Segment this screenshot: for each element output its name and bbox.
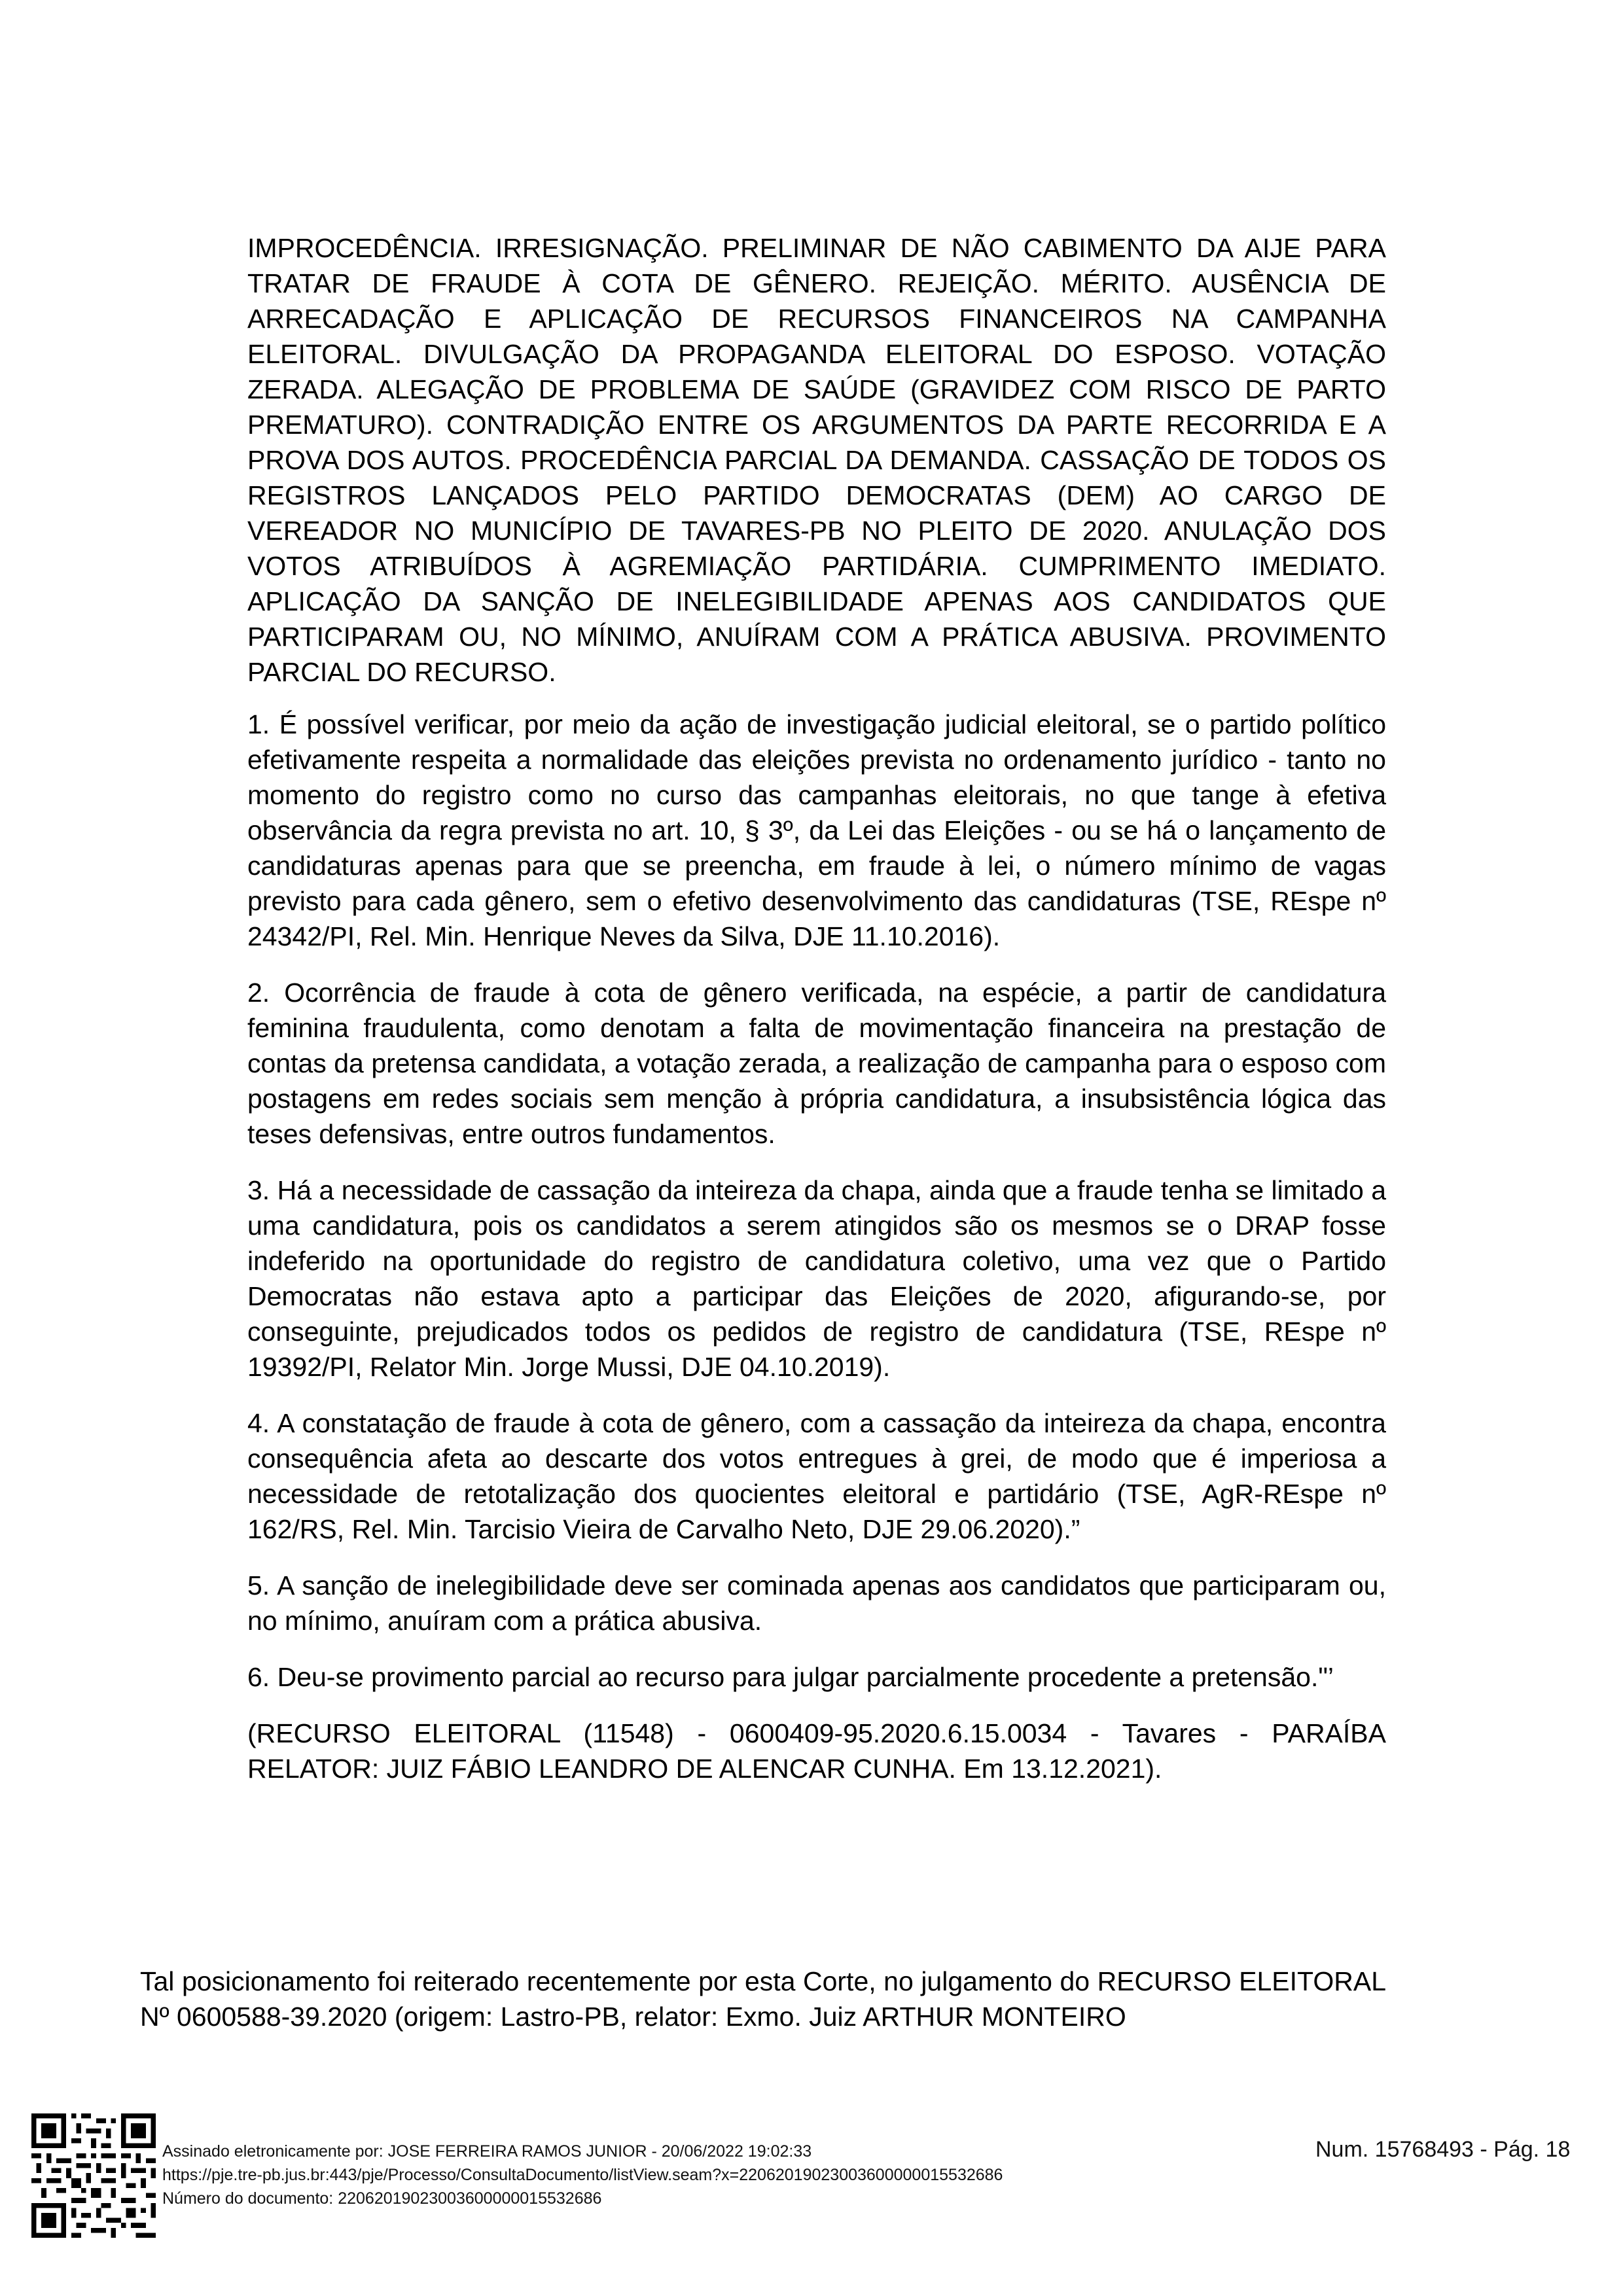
document-number-line: Número do documento: 22062019023003600000015532686 [162,2189,602,2208]
signature-block [162,2140,1003,2210]
ementa-heading: IMPROCEDÊNCIA. IRRESIGNAÇÃO. PRELIMINAR DE NÃO CABIMENTO DA AIJE PARA TRATAR DE FRAUDE À COTA DE GÊNERO. REJEIÇÃO. MÉRITO. AUSÊNCIA DE ARRECADAÇÃO E APLICAÇÃO DE RECURSOS FINANCEIROS NA CAMPANHA ELEITORAL. DIVULGAÇÃO DA PROPAGANDA ELEITORAL DO ESPOSO. VOTAÇÃO ZERADA. ALEGAÇÃO DE PROBLEMA DE SAÚDE (GRAVIDEZ COM RISCO DE PARTO PREMATURO). CONTRADIÇÃO ENTRE OS ARGUMENTOS DA PARTE RECORRIDA E A PROVA DOS AUTOS. PROCEDÊNCIA PARCIAL DA DEMANDA. CASSAÇÃO DE TODOS OS REGISTROS LANÇADOS PELO PARTIDO DEMOCRATAS (DEM) AO CARGO DE VEREADOR NO MUNICÍPIO DE TAVARES-PB NO PLEITO DE 2020. ANULAÇÃO DOS VOTOS ATRIBUÍDOS À AGREMIAÇÃO PARTIDÁRIA. CUMPRIMENTO IMEDIATO. APLICAÇÃO DA SANÇÃO DE INELEGIBILIDADE APENAS AOS CANDIDATOS QUE PARTICIPARAM OU, NO MÍNIMO, ANUÍRAM COM A PRÁTICA ABUSIVA. PROVIMENTO PARCIAL DO RECURSO. [247,233,1386,687]
signed-by-line: Assinado eletronicamente por: JOSE FERREIRA RAMOS JUNIOR - 20/06/2022 19:02:33 [162,2142,812,2161]
ementa-item-6: 6. Deu-se provimento parcial ao recurso para julgar parcialmente procedente a pretensão."’ [247,1662,1334,1692]
quoted-judgment [247,230,1386,1807]
ementa-item-1: 1. É possível verificar, por meio da ação de investigação judicial eleitoral, se o partido político efetivamente respeita a normalidade das eleições prevista no ordenamento jurídico - tanto no momento do registro como no curso das campanhas eleitorais, no que tange à efetiva observância da regra prevista no art. 10, § 3º, da Lei das Eleições - ou se há o lançamento de candidaturas apenas para que se preencha, em fraude à lei, o número mínimo de vagas previsto para cada gênero, sem o efetivo desenvolvimento das candidaturas (TSE, REspe nº 24342/PI, Rel. Min. Henrique Neves da Silva, DJE 11.10.2016). [247,709,1386,951]
page-number: Num. 15768493 - Pág. 18 [1315,2137,1571,2162]
ementa-citation: (RECURSO ELEITORAL (11548) - 0600409-95.2020.6.15.0034 - Tavares - PARAÍBA RELATOR: JUIZ FÁBIO LEANDRO DE ALENCAR CUNHA. Em 13.12.2021). [247,1718,1386,1784]
ementa-item-4: 4. A constatação de fraude à cota de gênero, com a cassação da inteireza da chapa, encontra consequência afeta ao descarte dos votos entregues à grei, de modo que é imperiosa a necessidade de retotalização dos quocientes eleitoral e partidário (TSE, AgR-REspe nº 162/RS, Rel. Min. Tarcisio Vieira de Carvalho Neto, DJE 29.06.2020).” [247,1408,1386,1544]
document-url[interactable]: https://pje.tre-pb.jus.br:443/pje/Processo/ConsultaDocumento/listView.seam?x=22062019023003600000015532686 [162,2166,1003,2184]
body-paragraph: Tal posicionamento foi reiterado recentemente por esta Corte, no julgamento do RECURSO ELEITORAL Nº 0600588-39.2020 (origem: Lastro-PB, relator: Exmo. Juiz ARTHUR MONTEIRO [140,1966,1386,2032]
signature-footer [0,2113,1623,2296]
ementa-item-5: 5. A sanção de inelegibilidade deve ser cominada apenas aos candidatos que participaram ou, no mínimo, anuíram com a prática abusiva. [247,1570,1386,1636]
ementa-item-2: 2. Ocorrência de fraude à cota de gênero verificada, na espécie, a partir de candidatura feminina fraudulenta, como denotam a falta de movimentação financeira na prestação de contas da pretensa candidata, a votação zerada, a realização de campanha para o esposo com postagens em redes sociais sem menção à própria candidatura, a insubsistência lógica das teses defensivas, entre outros fundamentos. [247,978,1386,1149]
qr-code-icon [31,2113,156,2238]
ementa-item-3: 3. Há a necessidade de cassação da inteireza da chapa, ainda que a fraude tenha se limitado a uma candidatura, pois os candidatos a serem atingidos são os mesmos se o DRAP fosse indeferido na oportunidade do registro de candidatura coletivo, uma vez que o Partido Democratas não estava apto a participar das Eleições de 2020, afigurando-se, por conseguinte, prejudicados todos os pedidos de registro de candidatura (TSE, REspe nº 19392/PI, Relator Min. Jorge Mussi, DJE 04.10.2019). [247,1175,1386,1382]
